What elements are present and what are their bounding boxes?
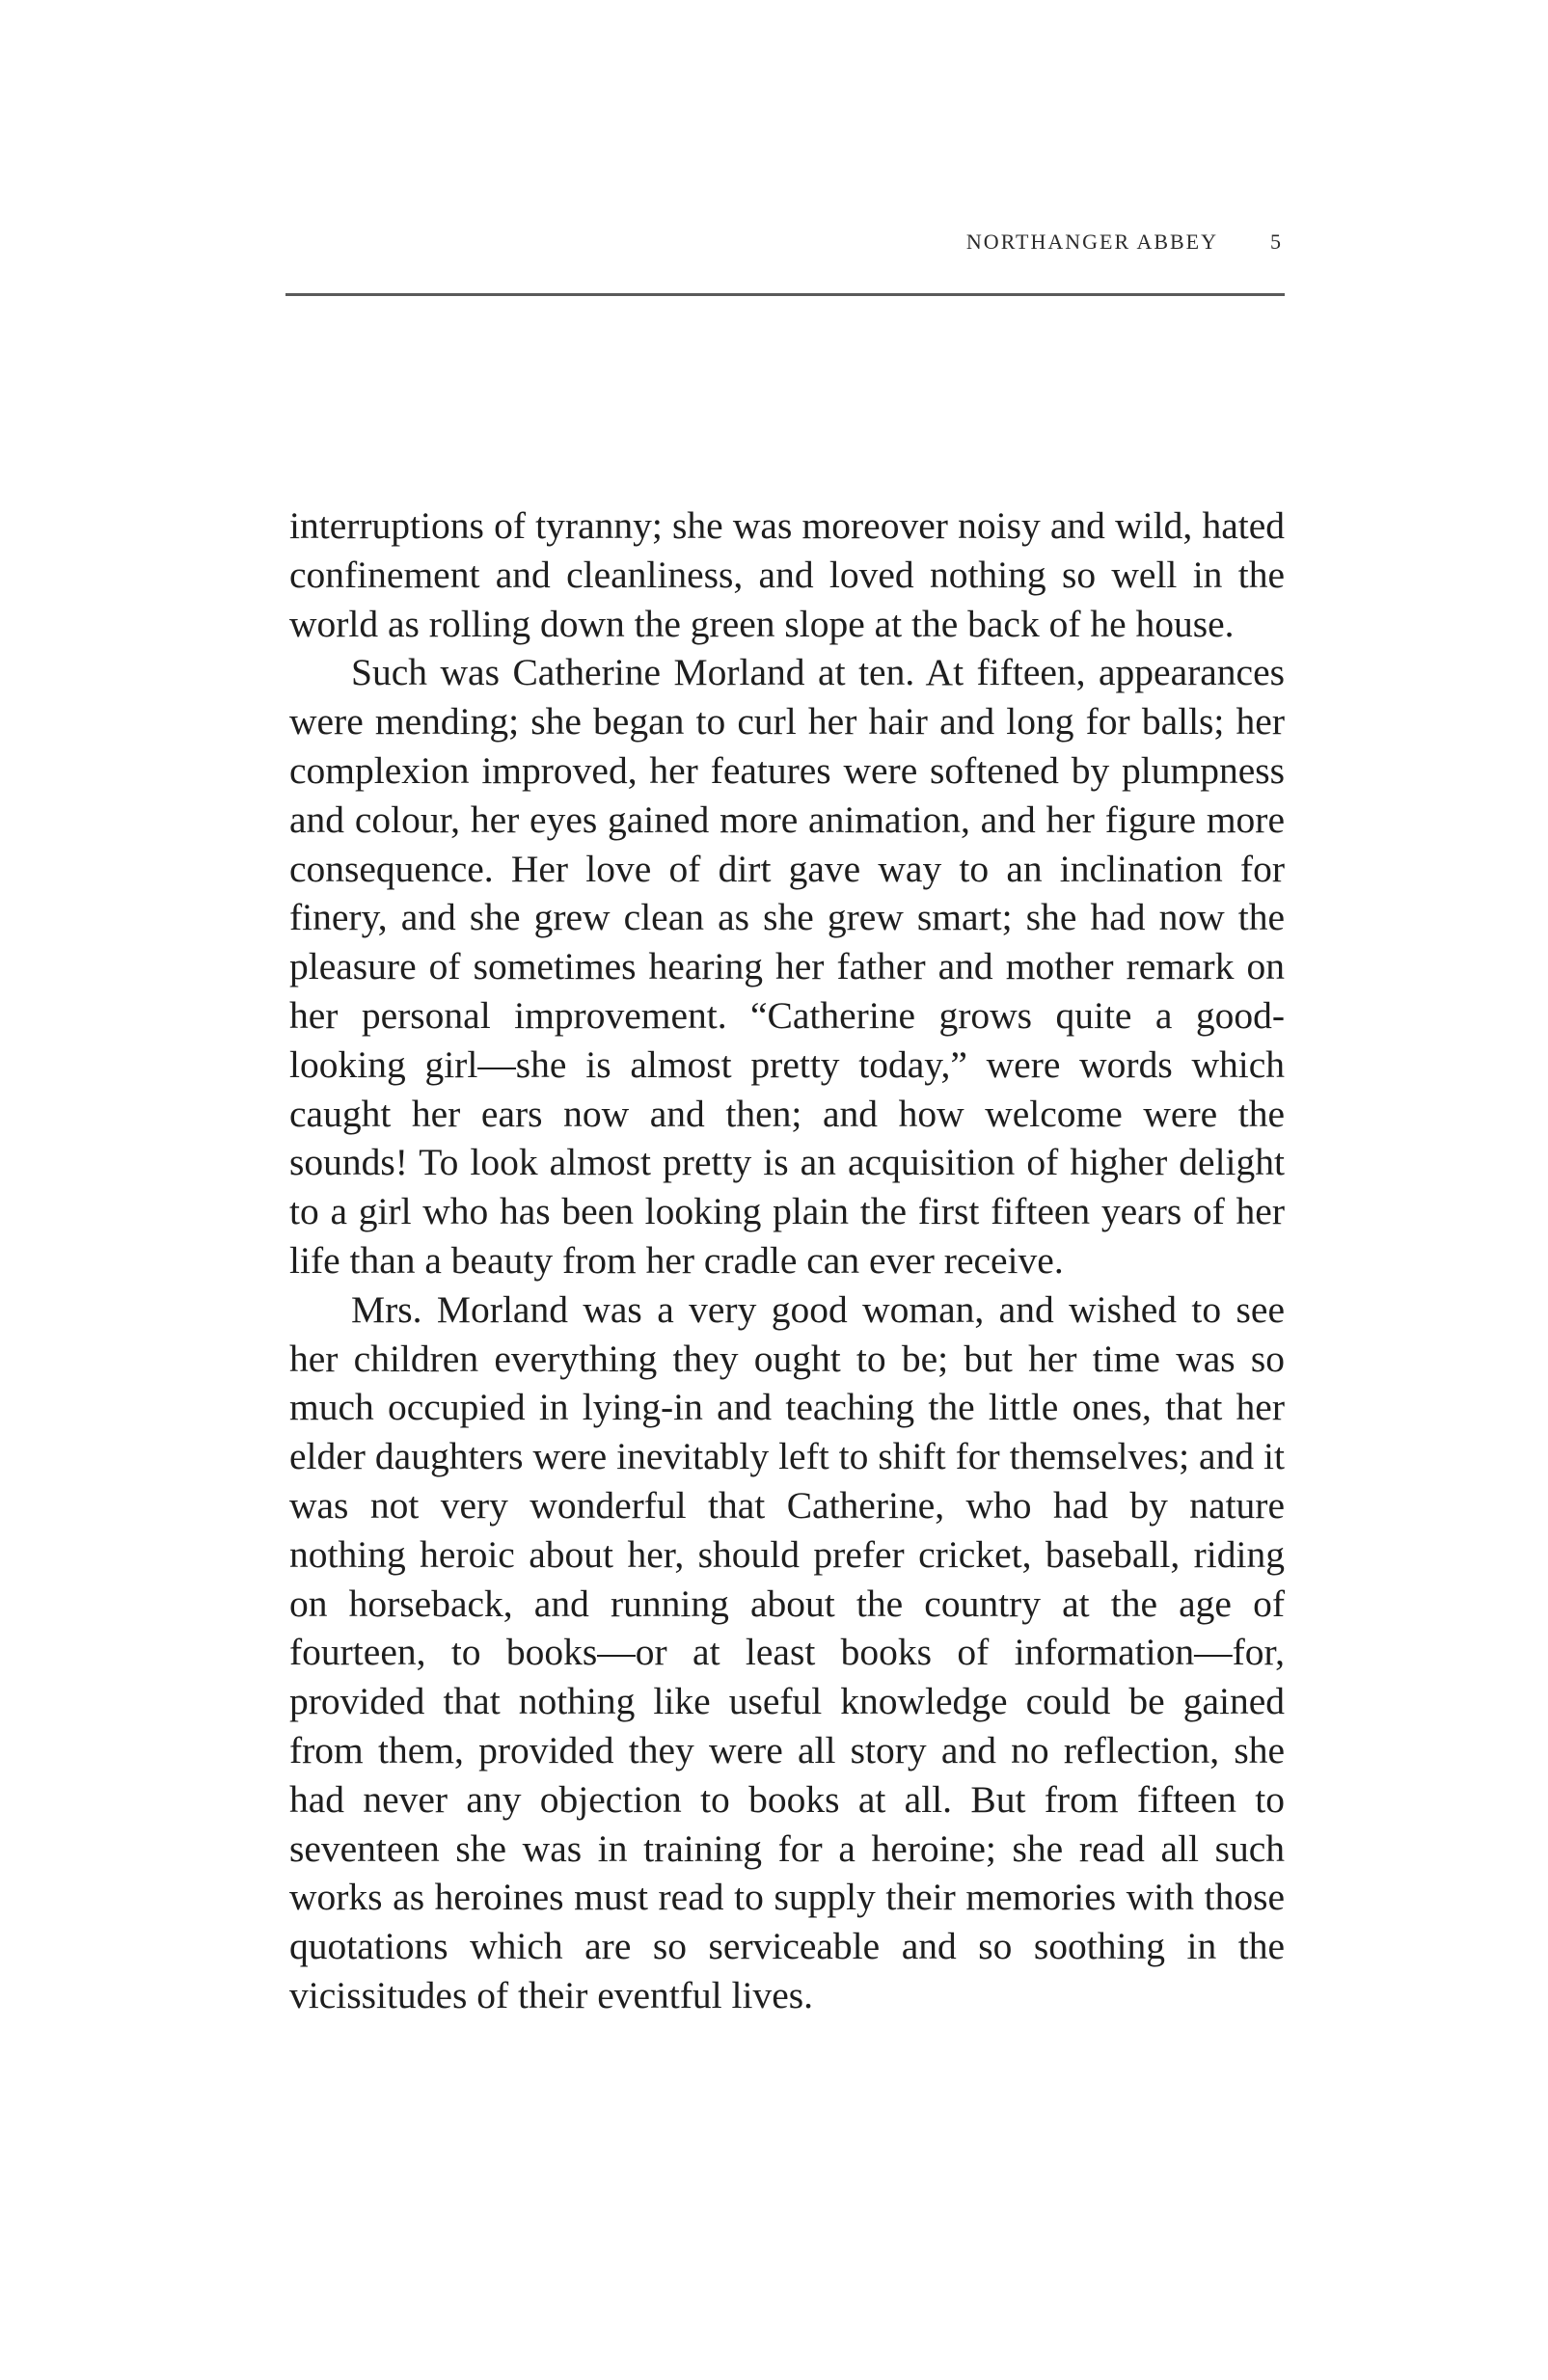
paragraph-continuation: interruptions of tyranny; she was moreover noisy and wild, hated confinement and cleanliness, and loved nothing so well in the world as rolling down the green slope at the back of he house. <box>289 504 1285 645</box>
header-rule <box>285 293 1285 296</box>
running-title: NORTHANGER ABBEY <box>965 230 1218 254</box>
running-header <box>289 230 1281 255</box>
page-number: 5 <box>1270 230 1281 254</box>
body-text <box>289 501 1285 2020</box>
paragraph: Mrs. Morland was a very good woman, and wished to see her children everything they ought to be; but her time was so much occupied in lying-in and teaching the little ones, that her elder daughters were inevitably left to shift for themselves; and it was not very wonderful that Catherine, who had by nature nothing heroic about her, should prefer cricket, baseball, riding on horseback, and running about the country at the age of fourteen, to books—or at least books of information—for, provided that nothing like useful knowledge could be gained from them, provided they were all story and no reflection, she had never any objection to books at all. But from fifteen to seventeen she was in training for a heroine; she read all such works as heroines must read to supply their memories with those quotations which are so serviceable and so soothing in the vicissitudes of their eventful lives. <box>289 1287 1285 2016</box>
paragraph: Such was Catherine Morland at ten. At fifteen, appearances were mending; she began to curl her hair and long for balls; her complexion improved, her features were softened by plumpness and colour, her eyes gained more animation, and her figure more consequence. Her love of dirt gave way to an inclination for finery, and she grew clean as she grew smart; she had now the pleasure of sometimes hearing her father and mother remark on her personal improvement. “Catherine grows quite a good-looking girl—she is almost pretty today,” were words which caught her ears now and then; and how welcome were the sounds! To look almost pretty is an acquisition of higher delight to a girl who has been looking plain the first fifteen years of her life than a beauty from her cradle can ever receive. <box>289 651 1285 1282</box>
